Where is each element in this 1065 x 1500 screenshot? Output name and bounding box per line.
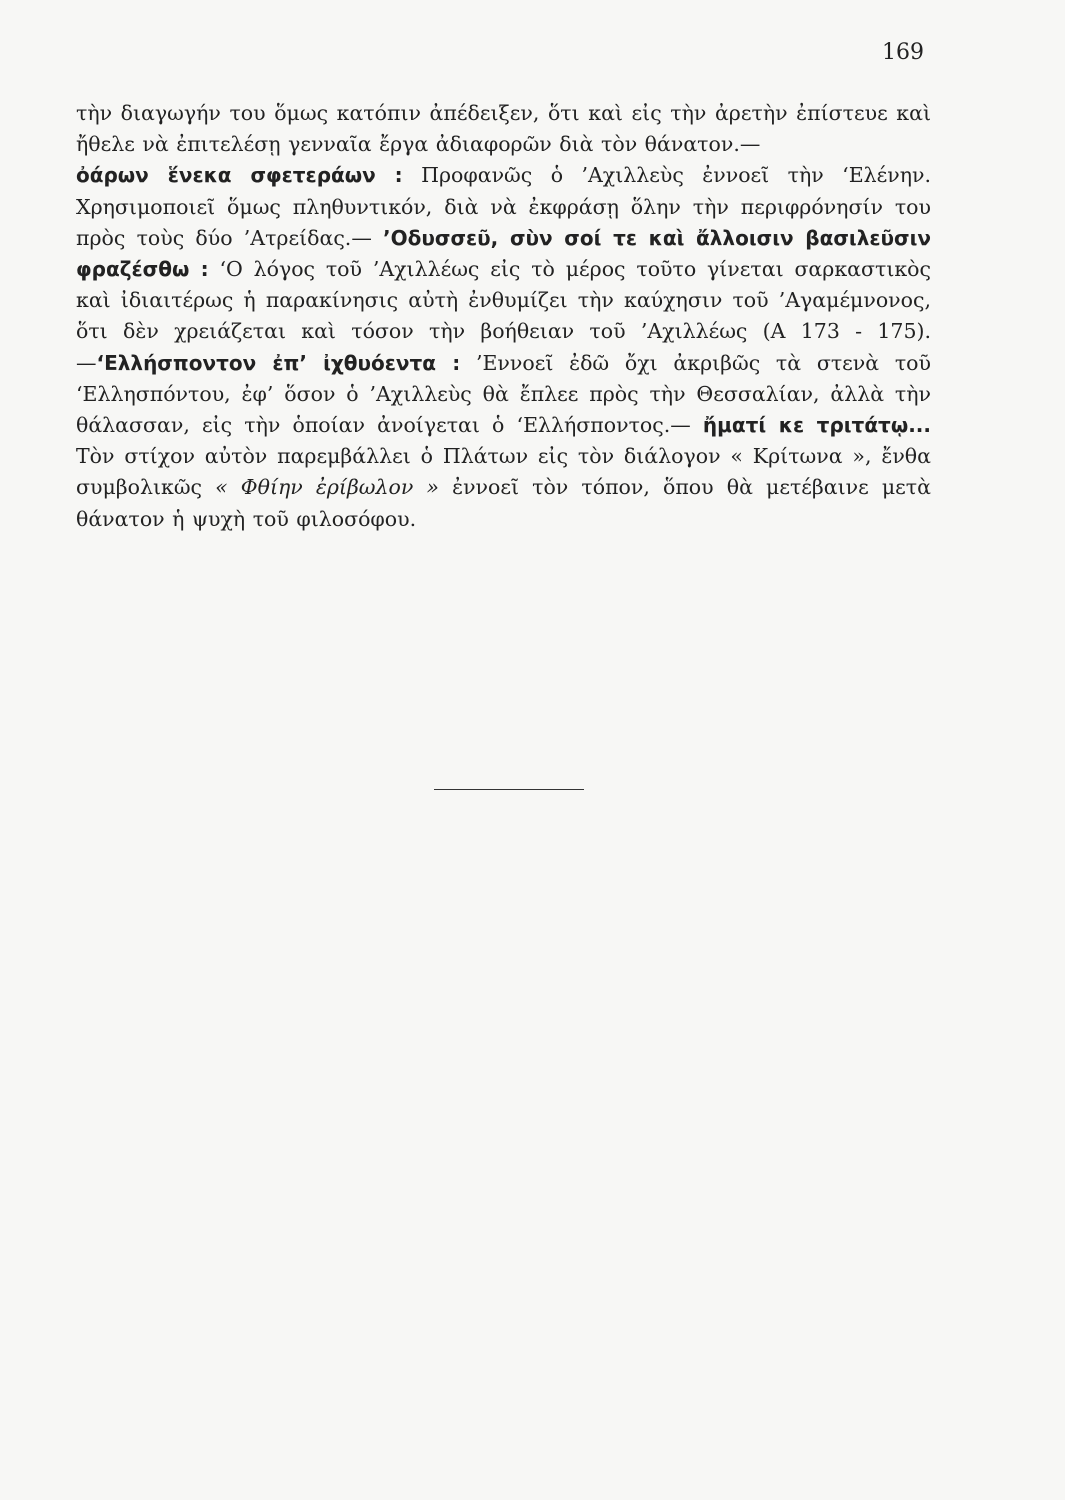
lemma-hellespontos: ‘Ελλήσποντον ἐπ’ ἰχθυόεντα :	[96, 350, 461, 375]
section-divider-rule	[434, 789, 584, 790]
lemma-emati-ke-tritato: ἤματί κε τριτάτῳ...	[702, 413, 931, 438]
text-segment: Προφανῶς ὁ ’Αχιλλεὺς ἐννοεῖ τὴν ‘Ελένην. Χρησιμοποιεῖ ὅμως πληθυντικόν, διὰ νὰ ἐκφράσῃ ὅλην τὴν περιφρόνησίν του πρὸς τοὺς δύο ’Ατρείδας.—	[76, 163, 931, 250]
commentary-paragraph	[76, 98, 931, 535]
lemma-oaron-eneka: ὀάρων ἕνεκα σφετεράων :	[76, 163, 403, 188]
text-segment: ’Εννοεῖ ἐδῶ ὄχι ἀκριβῶς τὰ στενὰ τοῦ ‘Ελλησπόντου, ἐφ’ ὅσον ὁ ’Αχιλλεὺς θὰ ἔπλεε πρὸς τὴν Θεσσαλίαν, ἀλλὰ τὴν θάλασσαν, εἰς τὴν ὁποίαν ἀνοίγεται ὁ ‘Ελλήσποντος.—	[76, 350, 931, 438]
lemma-odyssey-syn-soi: ’Οδυσσεῦ, σὺν σοί τε καὶ ἄλλοισιν βασιλεῦσιν φραζέσθω :	[76, 225, 931, 282]
text-segment: ‘Ο λόγος τοῦ ’Αχιλλέως εἰς τὸ μέρος τοῦτο γίνεται σαρκαστικὸς καὶ ἰδιαιτέρως ἡ παρακίνησις αὐτὴ ἐνθυμίζει τὴν καύχησιν τοῦ ’Αγαμέμνονος, ὅτι δὲν χρειάζεται καὶ τόσον τὴν βοήθειαν τοῦ ’Αχιλλέως (Α 173 - 175).—	[76, 257, 931, 375]
text-segment: ἐννοεῖ τὸν τόπον, ὅπου θὰ μετέβαινε μετὰ θάνατον ἡ ψυχὴ τοῦ φιλοσόφου.	[76, 475, 931, 531]
page-number: 169	[882, 40, 924, 65]
text-segment: Τὸν στίχον αὐτὸν παρεμβάλλει ὁ Πλάτων εἰς τὸν διάλογον « Κρίτωνα », ἔνθα συμβολικῶς	[76, 444, 931, 500]
text-segment: τὴν διαγωγήν του ὅμως κατόπιν ἀπέδειξεν, ὅτι καὶ εἰς τὴν ἀρετὴν ἐπίστευε καὶ ἤθελε νὰ ἐπιτελέσῃ γενναῖα ἔργα ἀδιαφορῶν διὰ τὸν θάνατον.—	[76, 101, 931, 157]
quotation-phthien-eribolon: « Φθίην ἐρίβωλον »	[215, 475, 439, 500]
